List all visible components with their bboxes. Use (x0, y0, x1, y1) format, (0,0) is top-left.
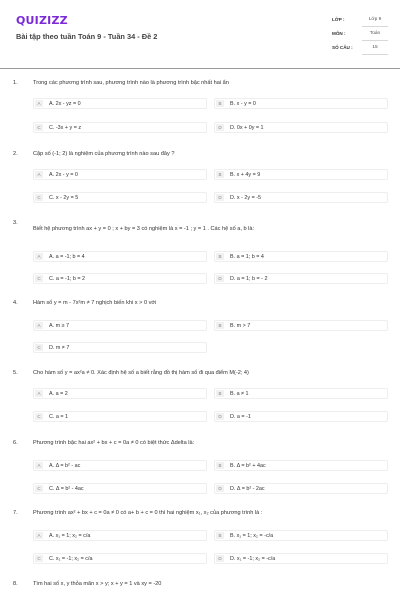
option-text: B. a = 1; b = 4 (230, 253, 264, 260)
option-text: A. a = 2 (49, 390, 68, 397)
option-c[interactable] (33, 411, 207, 422)
option-letter: C (35, 124, 43, 131)
question-text: Hàm số y = m - 7x²m ≠ 7 nghịch biến khi x > 0 với (33, 300, 157, 306)
option-letter: D (216, 275, 224, 282)
question-text: Phương trình ax² + bx + c = 0a ≠ 0 có a+ b + c = 0 thì hai nghiệm x₁, x₂ của phương trình là : (33, 510, 263, 516)
option-letter: D (216, 555, 224, 562)
option-letter: A (35, 322, 43, 329)
option-b[interactable] (214, 388, 388, 399)
option-letter: A (35, 253, 43, 260)
meta-class-label: LỚP : (332, 17, 345, 22)
option-c[interactable] (33, 273, 207, 284)
option-c[interactable] (33, 553, 207, 564)
option-c[interactable] (33, 122, 207, 133)
option-letter: B (216, 253, 224, 260)
option-text: B. m > 7 (230, 322, 251, 329)
meta-underline (362, 54, 388, 55)
worksheet-header (0, 0, 400, 62)
option-letter: C (35, 485, 43, 492)
option-letter: A (35, 100, 43, 107)
option-text: C. a = -1; b = 2 (49, 275, 85, 282)
meta-count-label: SỐ CÂU : (332, 45, 353, 50)
question-number: 5. (13, 370, 18, 376)
option-text: B. x + 4y = 9 (230, 171, 261, 178)
meta-class (332, 14, 388, 27)
question-number: 8. (13, 581, 18, 587)
option-letter: A (35, 462, 43, 469)
option-letter: C (35, 413, 43, 420)
option-letter: C (35, 344, 43, 351)
option-text: B. x - y = 0 (230, 100, 256, 107)
option-letter: B (216, 100, 224, 107)
option-d[interactable] (214, 122, 388, 133)
option-letter: A (35, 532, 43, 539)
option-a[interactable] (33, 169, 207, 180)
option-text: C. x₁ = -1; x₂ = c/a (49, 555, 93, 562)
option-d[interactable] (214, 553, 388, 564)
question-number: 1. (13, 80, 18, 86)
option-letter: B (216, 532, 224, 539)
question-number: 6. (13, 440, 18, 446)
meta-underline (362, 26, 388, 27)
option-text: B. x₁ = 1; x₂ = -c/a (230, 532, 274, 539)
question-text: Cho hàm số y = ax²a ≠ 0. Xác định hệ số a biết rằng đồ thị hàm số đi qua điểm M(-2; 4) (33, 370, 249, 376)
option-text: D. x - 2y = -5 (230, 194, 262, 201)
option-letter: B (216, 390, 224, 397)
option-text: D. m ≠ 7 (49, 344, 70, 351)
quizizz-logo: QUIZIZZ (16, 14, 68, 27)
option-b[interactable] (214, 169, 388, 180)
option-text: A. 2x - yz = 0 (49, 100, 81, 107)
meta-subject-value: Toán (369, 31, 381, 36)
option-text: A. a = -1; b = 4 (49, 253, 85, 260)
option-letter: C (35, 275, 43, 282)
question-text: Phương trình bậc hai ax² + bx + c = 0a ≠ 0 có biệt thức Δdelta là: (33, 440, 195, 446)
question-number: 3. (13, 220, 18, 226)
option-letter: B (216, 462, 224, 469)
option-b[interactable] (214, 98, 388, 109)
option-letter: D (216, 413, 224, 420)
meta-subject (332, 28, 388, 41)
question-text: Cặp số (-1; 2) là nghiệm của phương trình nào sau đây ? (33, 151, 175, 157)
option-d[interactable] (214, 411, 388, 422)
option-a[interactable] (33, 388, 207, 399)
question-text: Trong các phương trình sau, phương trình nào là phương trình bậc nhất hai ẩn (33, 80, 229, 86)
worksheet-title: Bài tập theo tuần Toán 9 - Tuần 34 - Đề 2 (16, 32, 158, 41)
option-letter: C (35, 194, 43, 201)
option-letter: D (216, 124, 224, 131)
option-letter: D (216, 194, 224, 201)
option-d[interactable] (214, 192, 388, 203)
header-divider (0, 68, 400, 69)
question-number: 2. (13, 151, 18, 157)
option-c[interactable] (33, 342, 207, 353)
option-a[interactable] (33, 460, 207, 471)
option-d[interactable] (214, 273, 388, 284)
option-b[interactable] (214, 460, 388, 471)
option-a[interactable] (33, 251, 207, 262)
option-a[interactable] (33, 530, 207, 541)
meta-underline (362, 40, 388, 41)
question-number: 7. (13, 510, 18, 516)
option-letter: C (35, 555, 43, 562)
option-text: C. x - 2y = 5 (49, 194, 79, 201)
option-letter: A (35, 390, 43, 397)
option-letter: B (216, 171, 224, 178)
option-text: C. Δ = b² - 4ac (49, 485, 84, 492)
option-text: D. a = -1 (230, 413, 251, 420)
meta-class-value: Lớp 9 (368, 17, 382, 22)
option-text: D. 0x + 0y = 1 (230, 124, 264, 131)
option-text: D. x₁ = -1; x₂ = -c/a (230, 555, 276, 562)
question-text: Biết hệ phương trình ax + y = 0 ; x + by = 3 có nghiệm là x = -1 ; y = 1 . Các hệ số a, b là: (33, 226, 255, 232)
option-b[interactable] (214, 320, 388, 331)
option-c[interactable] (33, 483, 207, 494)
meta-subject-label: MÔN : (332, 31, 346, 36)
option-a[interactable] (33, 98, 207, 109)
option-text: D. Δ = b² - 2ac (230, 485, 265, 492)
option-text: D. a = 1; b = - 2 (230, 275, 268, 282)
option-text: A. m ≥ 7 (49, 322, 70, 329)
meta-count-value: 15 (372, 45, 378, 50)
option-text: A. 2x - y = 0 (49, 171, 78, 178)
option-a[interactable] (33, 320, 207, 331)
meta-count (332, 42, 388, 55)
option-text: B. a ≠ 1 (230, 390, 249, 397)
option-letter: B (216, 322, 224, 329)
option-b[interactable] (214, 251, 388, 262)
option-text: C. -3x + y = z (49, 124, 82, 131)
question-number: 4. (13, 300, 18, 306)
option-text: B. Δ = b² + 4ac (230, 462, 266, 469)
question-text: Tìm hai số x, y thỏa mãn x > y; x + y = 1 và xy = -20 (33, 581, 162, 587)
option-b[interactable] (214, 530, 388, 541)
option-text: A. x₁ = 1; x₂ = c/a (49, 532, 91, 539)
option-text: C. a = 1 (49, 413, 69, 420)
option-text: A. Δ = b² - ac (49, 462, 81, 469)
option-c[interactable] (33, 192, 207, 203)
option-letter: A (35, 171, 43, 178)
option-d[interactable] (214, 483, 388, 494)
option-letter: D (216, 485, 224, 492)
